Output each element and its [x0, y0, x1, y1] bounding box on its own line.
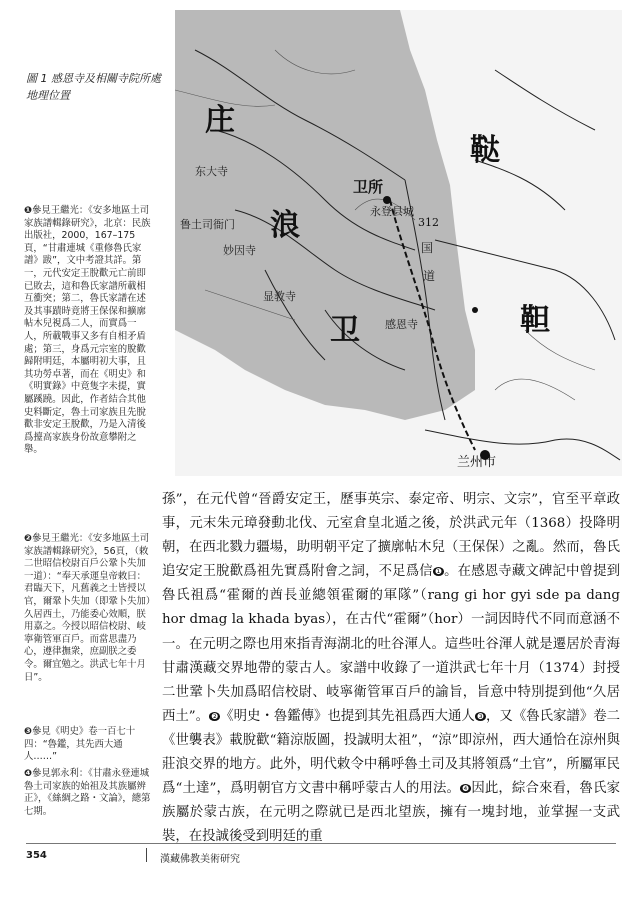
footnote-number: ❷ — [24, 533, 32, 544]
footnote-text: 參見王繼光：《安多地區土司家族譜輯錄研究》，北京：民族出版社，2000，167–175頁，“甘肅連城《重修魯氏家譜》跋”，文中考證其詳。第一，元代安定王脫歡元亡前即已敗去，這和魯氏家譜所載相互衝突；第二，魯氏家譜在述及其事蹟時竟將王保保和擴廓帖木兒視爲二人，而實爲一人，所載戰事又多有自相矛盾處；第三，身爲元宗室的脫歡歸附明廷，本屬明初大事，且其功勞卓著，而在《明史》和《明實錄》中竟隻字未提，實屬蹊蹺。因此，作者結合其他史料斷定，魯土司家族且先脫歡非安定王脫歡，乃是入清後爲擡高家族身份故意攀附之舉。 — [24, 205, 151, 456]
label-miaoyin-temple: 妙因寺 — [223, 244, 256, 257]
map-figure — [175, 10, 622, 476]
label-lang: 浪 — [270, 208, 300, 243]
footer-separator — [146, 848, 147, 862]
footnote-ref-4[interactable]: ❹ — [462, 784, 470, 794]
footnote-number: ❸ — [24, 726, 32, 737]
body-segment: 《明史・魯鑑傳》也提到其先祖爲西大通人 — [220, 708, 475, 724]
label-ta: 鞑 — [470, 133, 500, 168]
journal-title: 漢藏佛教美術研究 — [160, 854, 240, 865]
label-jing: 靼 — [520, 303, 550, 338]
label-zhuang: 庄 — [205, 103, 235, 138]
label-wei: 卫 — [330, 313, 360, 348]
label-gan-en-temple: 感恩寺 — [385, 318, 418, 331]
body-paragraph — [162, 488, 620, 849]
footnote-text: 參見《明史》卷一百七十四：“魯鑑，其先西大通人……” — [24, 726, 136, 763]
label-dao: 道 — [423, 269, 436, 283]
footnote-text: 參見王繼光：《安多地區土司家族譜輯錄研究》，56頁，（敕二世昭信校尉百戶公鞏卜失加一道）：“奉天承運皇帝敕曰：君臨天下，凡舊義之士皆授以官，爾鞏卜失加（即鞏卜失加）久居西土，乃能委心效順，朕用嘉之。今授以昭信校尉、岐寧衛管軍百戶。而當思盡乃心，遵律撫衆，庶副朕之委令。爾宜勉之。洪武七年十月日”。 — [24, 533, 151, 683]
label-lutusi: 鲁土司衙门 — [180, 218, 235, 231]
footnote-text: 參見郭永利：《甘肅永登連城魯土司家族的始祖及其族屬辨正》，《絲綢之路・文論》，總第七期。 — [24, 768, 151, 817]
body-segment: 孫”，在元代曾“晉爵安定王，歷事英宗、泰定帝、明宗、文宗”，官至平章政事，元末朱元璋發動北伐、元室倉皇北遁之後，於洪武元年（1368）投降明朝，在西北戮力疆場，助明朝平定了擴廓帖木兒（王保保）之亂。然而，魯氏追安定王脫歡爲祖先實爲附會之詞，不足爲信 — [162, 492, 620, 580]
label-xianjiao-temple: 显教寺 — [263, 290, 296, 303]
footnote-1 — [24, 205, 154, 457]
body-segment: ，又《魯氏家譜》卷二《世襲表》載脫歡“籍涼版圖，投誠明太祖”，“涼”即涼州，西大通恰在涼州與莊浪交界的地方。此外，明代敕令中稱呼魯土司及其將領爲“土官”，所屬軍民爲“土達”，爲明朝官方文書中稱呼蒙古人的用法。 — [162, 708, 621, 797]
footnote-ref-2[interactable]: ❷ — [211, 711, 219, 721]
footer-divider — [26, 843, 616, 844]
label-dongda-temple: 东大寺 — [195, 165, 228, 178]
footnote-3 — [24, 726, 154, 764]
body-text — [162, 488, 620, 849]
body-segment: 。在感恩寺藏文碑記中曾提到魯氏祖爲“霍爾的酋長並總領霍爾的軍隊”（rang gi hor gyi sde pa dang hor dmag la khada byas），在古代“霍爾”（hor）一詞因時代不同而意涵不一。在元明之際也用來指青海湖北的吐谷渾人。這些吐谷渾人就是遷居於青海甘肅漢藏交界地帶的蒙古人。家譜中收錄了一道洪武七年十月（1374）封授二世鞏卜失加爲昭信校尉、岐寧衛管軍百戶的諭旨，旨意中特別提到他“久居西土”。 — [162, 564, 621, 724]
footnote-2 — [24, 533, 154, 684]
label-yongdeng: 永登县城 — [370, 205, 414, 218]
footnote-4 — [24, 768, 154, 818]
footnote-number: ❶ — [24, 205, 32, 216]
label-road: 312 — [418, 216, 439, 229]
label-lanzhou: 兰州市 — [457, 455, 497, 470]
figure-caption: 圖 1 感恩寺及相關寺院所處地理位置 — [26, 72, 161, 102]
label-guo: 国 — [421, 241, 434, 255]
footnote-number: ❹ — [24, 768, 32, 779]
body-segment: 因此，綜合來看，魯氏家族屬於蒙古族，在元明之際就已是西北望族，擁有一塊封地，並掌握一支武裝，在投誠後受到明廷的重 — [162, 781, 621, 845]
footnote-ref-3[interactable]: ❸ — [476, 711, 485, 721]
label-weisuo: 卫所 — [353, 178, 384, 196]
page-number: 354 — [26, 850, 47, 861]
footnote-ref-1[interactable]: ❶ — [434, 567, 443, 577]
